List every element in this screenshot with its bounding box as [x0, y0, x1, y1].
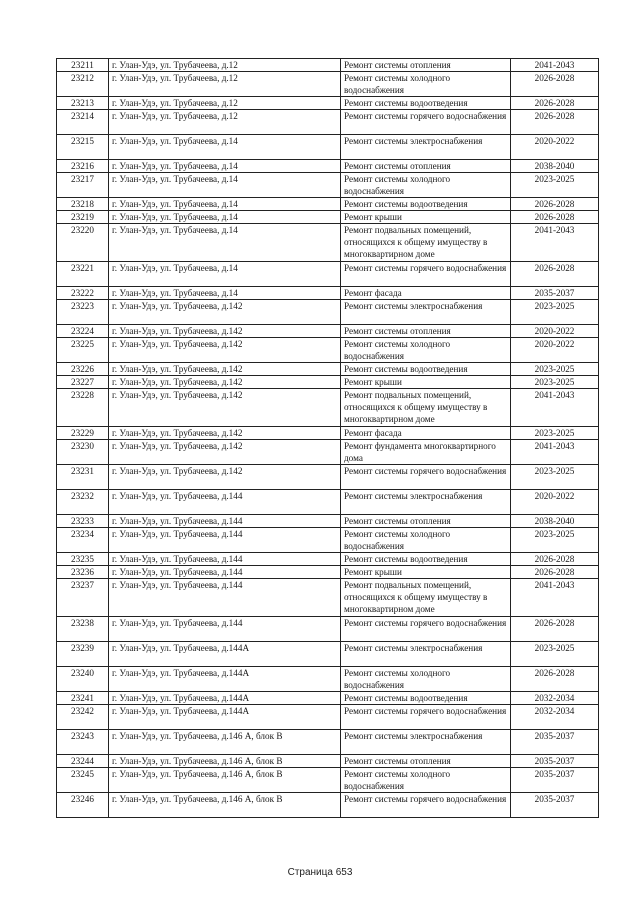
- period-cell: 2023-2025: [511, 427, 599, 440]
- address-cell: г. Улан-Удэ, ул. Трубачеева, д.142: [109, 363, 341, 376]
- address-cell: г. Улан-Удэ, ул. Трубачеева, д.142: [109, 325, 341, 338]
- row-number: 23220: [57, 224, 109, 262]
- table-row: [57, 262, 599, 287]
- table-row: [57, 705, 599, 730]
- table-row: [57, 300, 599, 325]
- period-cell: 2026-2028: [511, 72, 599, 97]
- period-cell: 2041-2043: [511, 224, 599, 262]
- table-row: [57, 363, 599, 376]
- address-cell: г. Улан-Удэ, ул. Трубачеева, д.142: [109, 440, 341, 465]
- period-cell: 2026-2028: [511, 198, 599, 211]
- work-type-cell: Ремонт подвальных помещений, относящихся к общему имуществу в многоквартирном доме: [341, 579, 511, 617]
- table-row: [57, 528, 599, 553]
- address-cell: г. Улан-Удэ, ул. Трубачеева, д.144А: [109, 692, 341, 705]
- table-row: [57, 768, 599, 793]
- address-cell: г. Улан-Удэ, ул. Трубачеева, д.146 А, блок В: [109, 793, 341, 818]
- row-number: 23215: [57, 135, 109, 160]
- table-row: [57, 692, 599, 705]
- row-number: 23240: [57, 667, 109, 692]
- table-row: [57, 97, 599, 110]
- address-cell: г. Улан-Удэ, ул. Трубачеева, д.144: [109, 579, 341, 617]
- work-type-cell: Ремонт системы водоотведения: [341, 198, 511, 211]
- address-cell: г. Улан-Удэ, ул. Трубачеева, д.142: [109, 338, 341, 363]
- period-cell: 2041-2043: [511, 579, 599, 617]
- row-number: 23223: [57, 300, 109, 325]
- row-number: 23228: [57, 389, 109, 427]
- table-row: [57, 642, 599, 667]
- address-cell: г. Улан-Удэ, ул. Трубачеева, д.144А: [109, 705, 341, 730]
- work-type-cell: Ремонт системы водоотведения: [341, 363, 511, 376]
- address-cell: г. Улан-Удэ, ул. Трубачеева, д.12: [109, 72, 341, 97]
- table-row: [57, 793, 599, 818]
- address-cell: г. Улан-Удэ, ул. Трубачеева, д.144: [109, 553, 341, 566]
- work-type-cell: Ремонт фундамента многоквартирного дома: [341, 440, 511, 465]
- period-cell: 2041-2043: [511, 440, 599, 465]
- period-cell: 2023-2025: [511, 642, 599, 667]
- work-type-cell: Ремонт системы электроснабжения: [341, 135, 511, 160]
- period-cell: 2026-2028: [511, 97, 599, 110]
- table-row: [57, 338, 599, 363]
- period-cell: 2026-2028: [511, 553, 599, 566]
- address-cell: г. Улан-Удэ, ул. Трубачеева, д.12: [109, 97, 341, 110]
- table-row: [57, 59, 599, 72]
- period-cell: 2026-2028: [511, 211, 599, 224]
- address-cell: г. Улан-Удэ, ул. Трубачеева, д.14: [109, 211, 341, 224]
- work-type-cell: Ремонт системы отопления: [341, 755, 511, 768]
- row-number: 23217: [57, 173, 109, 198]
- work-type-cell: Ремонт крыши: [341, 376, 511, 389]
- row-number: 23225: [57, 338, 109, 363]
- row-number: 23229: [57, 427, 109, 440]
- row-number: 23231: [57, 465, 109, 490]
- period-cell: 2038-2040: [511, 515, 599, 528]
- row-number: 23222: [57, 287, 109, 300]
- table-row: [57, 490, 599, 515]
- address-cell: г. Улан-Удэ, ул. Трубачеева, д.142: [109, 389, 341, 427]
- period-cell: 2038-2040: [511, 160, 599, 173]
- table-row: [57, 465, 599, 490]
- table-row: [57, 198, 599, 211]
- table-row: [57, 110, 599, 135]
- table-row: [57, 376, 599, 389]
- row-number: 23219: [57, 211, 109, 224]
- work-type-cell: Ремонт системы горячего водоснабжения: [341, 465, 511, 490]
- work-type-cell: Ремонт системы электроснабжения: [341, 730, 511, 755]
- address-cell: г. Улан-Удэ, ул. Трубачеева, д.146 А, блок В: [109, 755, 341, 768]
- address-cell: г. Улан-Удэ, ул. Трубачеева, д.144: [109, 566, 341, 579]
- address-cell: г. Улан-Удэ, ул. Трубачеева, д.142: [109, 465, 341, 490]
- work-type-cell: Ремонт системы отопления: [341, 59, 511, 72]
- table-row: [57, 160, 599, 173]
- row-number: 23213: [57, 97, 109, 110]
- table-row: [57, 135, 599, 160]
- work-type-cell: Ремонт системы горячего водоснабжения: [341, 705, 511, 730]
- row-number: 23236: [57, 566, 109, 579]
- address-cell: г. Улан-Удэ, ул. Трубачеева, д.142: [109, 427, 341, 440]
- period-cell: 2026-2028: [511, 617, 599, 642]
- table-row: [57, 389, 599, 427]
- row-number: 23224: [57, 325, 109, 338]
- row-number: 23232: [57, 490, 109, 515]
- table-row: [57, 287, 599, 300]
- address-cell: г. Улан-Удэ, ул. Трубачеева, д.142: [109, 300, 341, 325]
- period-cell: 2035-2037: [511, 768, 599, 793]
- row-number: 23211: [57, 59, 109, 72]
- address-cell: г. Улан-Удэ, ул. Трубачеева, д.144: [109, 490, 341, 515]
- table-row: [57, 617, 599, 642]
- work-type-cell: Ремонт системы горячего водоснабжения: [341, 617, 511, 642]
- work-type-cell: Ремонт системы водоотведения: [341, 553, 511, 566]
- address-cell: г. Улан-Удэ, ул. Трубачеева, д.142: [109, 376, 341, 389]
- row-number: 23212: [57, 72, 109, 97]
- row-number: 23226: [57, 363, 109, 376]
- address-cell: г. Улан-Удэ, ул. Трубачеева, д.146 А, блок В: [109, 768, 341, 793]
- period-cell: 2026-2028: [511, 262, 599, 287]
- row-number: 23244: [57, 755, 109, 768]
- row-number: 23242: [57, 705, 109, 730]
- address-cell: г. Улан-Удэ, ул. Трубачеева, д.14: [109, 262, 341, 287]
- row-number: 23230: [57, 440, 109, 465]
- work-type-cell: Ремонт системы водоотведения: [341, 97, 511, 110]
- row-number: 23237: [57, 579, 109, 617]
- document-page: [56, 58, 598, 818]
- period-cell: 2026-2028: [511, 110, 599, 135]
- row-number: 23238: [57, 617, 109, 642]
- work-type-cell: Ремонт системы водоотведения: [341, 692, 511, 705]
- work-type-cell: Ремонт системы электроснабжения: [341, 642, 511, 667]
- address-cell: г. Улан-Удэ, ул. Трубачеева, д.144: [109, 617, 341, 642]
- work-type-cell: Ремонт системы горячего водоснабжения: [341, 262, 511, 287]
- period-cell: 2032-2034: [511, 705, 599, 730]
- period-cell: 2020-2022: [511, 338, 599, 363]
- row-number: 23233: [57, 515, 109, 528]
- work-type-cell: Ремонт системы горячего водоснабжения: [341, 110, 511, 135]
- table-row: [57, 440, 599, 465]
- row-number: 23243: [57, 730, 109, 755]
- row-number: 23221: [57, 262, 109, 287]
- address-cell: г. Улан-Удэ, ул. Трубачеева, д.144: [109, 515, 341, 528]
- period-cell: 2035-2037: [511, 793, 599, 818]
- table-row: [57, 553, 599, 566]
- work-type-cell: Ремонт системы холодного водоснабжения: [341, 768, 511, 793]
- work-type-cell: Ремонт фасада: [341, 287, 511, 300]
- period-cell: 2023-2025: [511, 300, 599, 325]
- row-number: 23227: [57, 376, 109, 389]
- address-cell: г. Улан-Удэ, ул. Трубачеева, д.144: [109, 528, 341, 553]
- table-row: [57, 755, 599, 768]
- work-type-cell: Ремонт подвальных помещений, относящихся к общему имуществу в многоквартирном доме: [341, 224, 511, 262]
- table-row: [57, 325, 599, 338]
- address-cell: г. Улан-Удэ, ул. Трубачеева, д.14: [109, 173, 341, 198]
- address-cell: г. Улан-Удэ, ул. Трубачеева, д.12: [109, 110, 341, 135]
- work-type-cell: Ремонт системы электроснабжения: [341, 490, 511, 515]
- work-type-cell: Ремонт системы холодного водоснабжения: [341, 667, 511, 692]
- period-cell: 2023-2025: [511, 528, 599, 553]
- address-cell: г. Улан-Удэ, ул. Трубачеева, д.14: [109, 135, 341, 160]
- table-row: [57, 667, 599, 692]
- address-cell: г. Улан-Удэ, ул. Трубачеева, д.14: [109, 287, 341, 300]
- table-row: [57, 173, 599, 198]
- work-type-cell: Ремонт системы холодного водоснабжения: [341, 173, 511, 198]
- period-cell: 2035-2037: [511, 287, 599, 300]
- work-type-cell: Ремонт системы отопления: [341, 160, 511, 173]
- address-cell: г. Улан-Удэ, ул. Трубачеева, д.144А: [109, 667, 341, 692]
- period-cell: 2035-2037: [511, 755, 599, 768]
- address-cell: г. Улан-Удэ, ул. Трубачеева, д.14: [109, 224, 341, 262]
- address-cell: г. Улан-Удэ, ул. Трубачеева, д.144А: [109, 642, 341, 667]
- period-cell: 2020-2022: [511, 325, 599, 338]
- table-row: [57, 224, 599, 262]
- period-cell: 2020-2022: [511, 135, 599, 160]
- work-type-cell: Ремонт крыши: [341, 211, 511, 224]
- work-type-cell: Ремонт системы холодного водоснабжения: [341, 528, 511, 553]
- period-cell: 2041-2043: [511, 389, 599, 427]
- work-type-cell: Ремонт подвальных помещений, относящихся к общему имуществу в многоквартирном доме: [341, 389, 511, 427]
- table-row: [57, 579, 599, 617]
- work-type-cell: Ремонт системы горячего водоснабжения: [341, 793, 511, 818]
- work-type-cell: Ремонт фасада: [341, 427, 511, 440]
- address-cell: г. Улан-Удэ, ул. Трубачеева, д.14: [109, 160, 341, 173]
- work-type-cell: Ремонт крыши: [341, 566, 511, 579]
- work-type-cell: Ремонт системы холодного водоснабжения: [341, 338, 511, 363]
- row-number: 23239: [57, 642, 109, 667]
- row-number: 23246: [57, 793, 109, 818]
- table-row: [57, 427, 599, 440]
- page-number: Страница 653: [287, 867, 353, 878]
- table-row: [57, 211, 599, 224]
- work-type-cell: Ремонт системы отопления: [341, 325, 511, 338]
- row-number: 23241: [57, 692, 109, 705]
- row-number: 23245: [57, 768, 109, 793]
- table-row: [57, 566, 599, 579]
- address-cell: г. Улан-Удэ, ул. Трубачеева, д.14: [109, 198, 341, 211]
- row-number: 23218: [57, 198, 109, 211]
- period-cell: 2026-2028: [511, 667, 599, 692]
- row-number: 23214: [57, 110, 109, 135]
- table-body: [57, 59, 599, 818]
- period-cell: 2020-2022: [511, 490, 599, 515]
- period-cell: 2032-2034: [511, 692, 599, 705]
- row-number: 23234: [57, 528, 109, 553]
- work-type-cell: Ремонт системы отопления: [341, 515, 511, 528]
- period-cell: 2026-2028: [511, 566, 599, 579]
- work-type-cell: Ремонт системы электроснабжения: [341, 300, 511, 325]
- table-row: [57, 72, 599, 97]
- table-row: [57, 730, 599, 755]
- period-cell: 2023-2025: [511, 465, 599, 490]
- row-number: 23235: [57, 553, 109, 566]
- address-cell: г. Улан-Удэ, ул. Трубачеева, д.146 А, блок В: [109, 730, 341, 755]
- row-number: 23216: [57, 160, 109, 173]
- work-type-cell: Ремонт системы холодного водоснабжения: [341, 72, 511, 97]
- table-row: [57, 515, 599, 528]
- period-cell: 2041-2043: [511, 59, 599, 72]
- repair-schedule-table: [56, 58, 599, 818]
- period-cell: 2023-2025: [511, 363, 599, 376]
- period-cell: 2023-2025: [511, 376, 599, 389]
- address-cell: г. Улан-Удэ, ул. Трубачеева, д.12: [109, 59, 341, 72]
- period-cell: 2035-2037: [511, 730, 599, 755]
- period-cell: 2023-2025: [511, 173, 599, 198]
